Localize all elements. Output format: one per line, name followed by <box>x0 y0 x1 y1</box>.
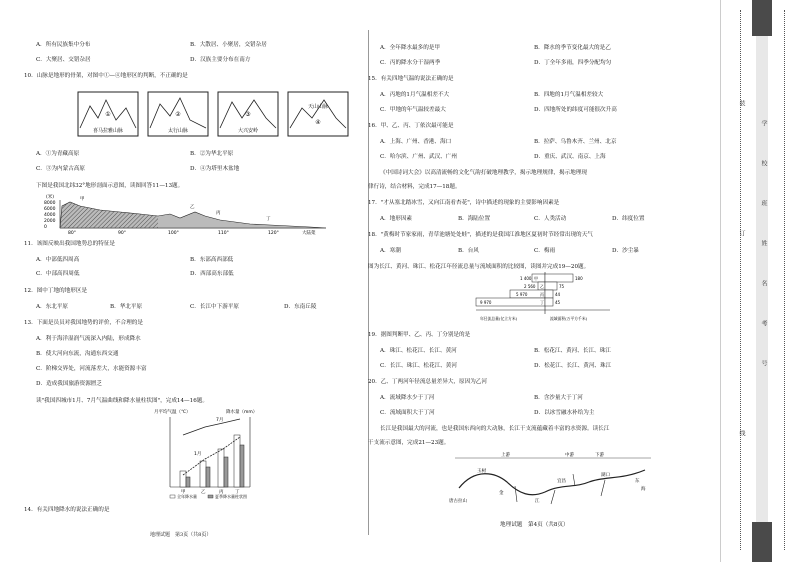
text-line-r18b: D．松花江、长江、黄河、珠江 <box>534 363 612 369</box>
sidebar-label-1: 校 <box>760 160 767 166</box>
runoff-label-0: 甲 <box>534 276 538 281</box>
text-line-l10: 12．图中丁地的地形区是 <box>24 288 88 294</box>
text-line-r8: C．哈尔滨、广州、武汉、广州 <box>380 154 457 160</box>
page-divider <box>368 30 369 535</box>
text-line-l2: C．大聚居、交错杂居 <box>36 57 91 63</box>
runoff-right-3: 45 <box>555 300 561 305</box>
text-line-r20: A．流域降水少于丁河 <box>380 395 435 401</box>
text-line-l11b: B．华北平原 <box>110 304 143 310</box>
curve-jan <box>183 437 240 475</box>
fig10-label-2: 太行山脉 <box>167 128 189 134</box>
text-line-l12: 13．下面是员员对我国地势的评价，不合理的是 <box>24 320 143 326</box>
sidebar-mark-0: 装 <box>738 100 745 106</box>
text-line-r16: 19．据图判断甲、乙、丙、丁分别是的是 <box>368 332 471 338</box>
text-line-r4b: B．四地的1月气温相差较大 <box>534 92 604 98</box>
text-line-l6: 下图是我国北纬32°地形剖面示意图，读图回答11—13题。 <box>36 183 184 189</box>
runoff-left-2: 2 560 <box>524 284 536 289</box>
yangtze-lower: 下游 <box>595 453 604 458</box>
fig10-num-4: ④ <box>315 119 321 126</box>
text-line-l5: C．③为内蒙古高原 <box>36 166 86 172</box>
yangtze-tanggula: 唐古拉山 <box>449 499 467 504</box>
yangtze-jin: 金 <box>499 491 504 496</box>
text-line-l11d: D．东南丘陵 <box>284 304 317 310</box>
yangtze-hai: 海 <box>641 487 646 492</box>
text-line-r12b: B．海陆位置 <box>458 216 491 222</box>
profile-label-jia: 甲 <box>80 197 85 202</box>
text-line-r19: 20．乙、丁两河年径流总量差异大，原因为乙河 <box>368 379 487 385</box>
curve-label-jan: 1月 <box>194 452 202 457</box>
yangtze-jiang: 江 <box>535 499 540 504</box>
text-line-l5b: D．④为塔里木盆地 <box>190 166 240 172</box>
text-line-r21b: D．以冰雪融水补给为主 <box>534 410 595 416</box>
runoff-label-1: 乙 <box>540 284 544 289</box>
text-line-r4: A．丙地的1月气温相差不大 <box>380 92 450 98</box>
runoff-left-1: 5 970 <box>516 292 528 297</box>
sidebar-label-5: 考 <box>760 320 767 326</box>
profile-ytick-2: 4000 <box>44 213 56 218</box>
profile-label-ding: 丁 <box>266 217 271 222</box>
fig10-label-4: 天山山脉 <box>307 104 329 110</box>
curve-july <box>183 419 240 435</box>
sidebar-mark-1: 订 <box>738 230 745 236</box>
text-line-r8b: D．重庆、武汉、南京、上海 <box>534 154 606 160</box>
sidebar-strip <box>756 36 768 522</box>
yangtze-hukou: 湖口 <box>601 473 610 478</box>
sidebar-bottom-bar <box>752 522 772 562</box>
profile-unit: (米) <box>46 195 55 200</box>
profile-label-bing: 丙 <box>216 211 221 216</box>
climate-bars <box>180 435 244 487</box>
runoff-left-3: 1 400 <box>520 276 532 281</box>
text-line-r14c: C．梅雨 <box>534 248 556 254</box>
yangtze-dong: 东 <box>635 479 640 484</box>
mountain-box-1 <box>78 92 138 136</box>
curve-label-july: 7月 <box>216 418 224 423</box>
climate-x-1: 乙 <box>201 490 206 495</box>
climate-x-3: 丁 <box>235 490 240 495</box>
runoff-caption-left: 年径流总量(亿立方米) <box>480 316 518 321</box>
cut-line-1 <box>740 10 741 550</box>
text-line-r24: 地理试题 第4页（共8页） <box>500 522 569 528</box>
runoff-label-2: 丙 <box>540 292 544 297</box>
text-line-l4b: B．②为华北平原 <box>190 151 234 157</box>
yangtze-middle: 中游 <box>565 453 574 458</box>
text-line-l9: C．中部高四周低 <box>36 271 80 277</box>
text-line-r6: 16．甲、乙、丙、丁依次最可能是 <box>368 123 454 129</box>
text-line-l2b: D．汉族主要分布在南方 <box>190 57 251 63</box>
text-line-l8b: B．东部高西部低 <box>190 257 234 263</box>
text-line-l7: 11．该图反映出我国地势总的特征是 <box>24 241 116 247</box>
sidebar-label-4: 名 <box>760 280 767 286</box>
text-line-r11: 17．"才从塞北踏冰雪，又向江南看杏花"，诗中描述的现象的主要影响因素是 <box>368 200 560 206</box>
fig10-num-1: ① <box>105 111 111 118</box>
cut-line-2 <box>784 10 785 550</box>
profile-ytick-0: 8000 <box>44 201 56 206</box>
climate-legend-1: 夏季降水量柱状图 <box>215 494 247 499</box>
text-line-r14d: D．沙尘暴 <box>612 248 639 254</box>
runoff-label-3: 丁 <box>540 300 544 305</box>
profile-xtick-2: 100° <box>168 231 179 236</box>
yangtze-upper: 上游 <box>501 453 510 458</box>
text-line-l16: D．造成我国旅游资源匮乏 <box>36 381 103 387</box>
text-line-l14: B．使大河向东流，沟通东西交通 <box>36 351 119 357</box>
text-line-l13: A．利于海洋湿润气流深入内陆，形成降水 <box>36 336 141 342</box>
profile-xtick-3: 110° <box>218 231 229 236</box>
text-line-r7: A．上海、广州、香港、海口 <box>380 139 452 145</box>
runoff-right-2: 44 <box>555 292 561 297</box>
runoff-caption-right: 流域面积(万平方千米) <box>550 316 588 321</box>
text-line-r13: 18．"黄梅时节家家雨，青草池塘处处蛙"，描述的是我国江淮地区夏初时节经常出现的天气 <box>368 232 593 238</box>
profile-label-yi: 乙 <box>190 205 195 210</box>
text-line-r2b: D．丁全年多雨，四季分配均匀 <box>534 60 612 66</box>
mountain-box-4 <box>288 92 348 136</box>
yangtze-map <box>445 448 655 510</box>
profile-label-shelf: 大陆架 <box>302 231 316 236</box>
yangtze-yushu: 玉树 <box>477 469 486 474</box>
text-line-r20b: B．含沙量大于丁河 <box>534 395 583 401</box>
text-line-r14b: B．台风 <box>458 248 479 254</box>
text-line-r2: C．丙的降水分干湿两季 <box>380 60 441 66</box>
profile-ytick-3: 2000 <box>44 219 56 224</box>
mountain-box-3 <box>218 92 278 136</box>
text-line-r18: C．长江、珠江、松花江、黄河 <box>380 363 457 369</box>
climate-x-0: 甲 <box>181 490 186 495</box>
text-line-l15: C．阶梯交界处，河流落差大，水能资源丰富 <box>36 366 147 372</box>
text-line-l1: A．所有民族集中分布 <box>36 42 91 48</box>
text-line-l1b: B．大散居、小聚居，交错杂居 <box>190 42 267 48</box>
text-line-l8: A．中部低四周高 <box>36 257 80 263</box>
text-line-l18: 14．有关四地降水的说法正确的是 <box>24 507 110 513</box>
profile-xtick-0: 80° <box>68 231 76 236</box>
climate-x-2: 丙 <box>219 490 224 495</box>
fig10-label-1: 喜马拉雅山脉 <box>92 128 124 134</box>
text-line-r21: C．流域面积大于丁河 <box>380 410 435 416</box>
text-line-l11c: C．长江中下游平原 <box>190 304 240 310</box>
text-line-l9b: D．西部高东部低 <box>190 271 234 277</box>
text-line-l17: 读"我国四城市1月、7月气温曲线和降水量柱状图"，完成14—16题。 <box>36 398 208 404</box>
text-line-r22: 长江是我国最大的河流，也是我国东西向的大动脉，长江干支流蕴藏着丰富的水资源。读长江 <box>380 426 610 432</box>
runoff-left-0: 9 970 <box>480 300 492 305</box>
runoff-right-0: 180 <box>575 276 583 281</box>
mountain-box-2 <box>148 92 208 136</box>
sidebar-top-bar <box>752 0 772 36</box>
text-line-r12d: D．纬度位置 <box>612 216 645 222</box>
terrain-profile <box>40 192 330 236</box>
text-line-r23: 干支流示意图，完成21—23题。 <box>368 440 450 446</box>
climate-title-left: 月平均气温（℃） <box>154 410 191 415</box>
text-line-l3: 10．山脉是地形的骨架，对图中①—④地形区的判断，不正确的是 <box>24 73 188 79</box>
sidebar-label-2: 班 <box>760 200 767 206</box>
text-line-r10: 律行诗，结合材料，完成17—18题。 <box>368 184 461 190</box>
climate-legend-0: 全年降水量 <box>177 494 197 499</box>
sidebar-label-0: 学 <box>760 120 767 126</box>
profile-ytick-1: 6000 <box>44 207 56 212</box>
text-line-r5b: D．四地所处的纬度可能很次升高 <box>534 107 617 113</box>
text-line-r12c: C．人类活动 <box>534 216 567 222</box>
text-line-r7b: B．拉萨、乌鲁木齐、兰州、北京 <box>534 139 617 145</box>
text-line-r12: A．地形因素 <box>380 216 413 222</box>
text-line-r3: 15．有关四地气温的说法正确的是 <box>368 76 454 82</box>
text-line-r5: C．甲地的年气温较差最大 <box>380 107 446 113</box>
fig10-num-3: ③ <box>245 111 251 118</box>
mountain-figure <box>76 88 356 140</box>
sidebar-label-6: 号 <box>760 360 767 366</box>
climate-chart <box>150 405 270 500</box>
fig10-label-3: 大兴安岭 <box>237 128 259 134</box>
left-footer: 地理试题 第3页（共8页） <box>150 532 212 538</box>
text-line-l11: A．东北平原 <box>36 304 69 310</box>
text-line-r17b: B．松花江、黄河、长江、珠江 <box>534 348 611 354</box>
climate-title-right: 降水量（mm） <box>226 410 258 415</box>
fig10-num-2: ② <box>175 111 181 118</box>
text-line-l4: A．①为青藏高原 <box>36 151 80 157</box>
yangtze-yichang: 宜昌 <box>557 479 566 484</box>
text-line-r17: A．珠江、松花江、长江、黄河 <box>380 348 457 354</box>
text-line-r15: 图为长江、黄河、珠江、松花江年径流总量与流域面积的比较图，读图并完成19—20题。 <box>368 264 590 270</box>
text-line-r9: 《中国诗词大会》以高清流畅的文化气韵打破地理教学，揭示地理规律，揭示地理现 <box>380 170 587 176</box>
runoff-chart <box>470 270 620 326</box>
profile-xtick-4: 120° <box>268 231 279 236</box>
runoff-right-1: 75 <box>559 284 565 289</box>
profile-ytick-4: 0 <box>44 225 47 230</box>
text-line-r1b: B．降水的季节变化最大的是乙 <box>534 45 611 51</box>
sidebar-mark-2: 线 <box>738 430 745 436</box>
text-line-r14: A．寒潮 <box>380 248 401 254</box>
sidebar-label-3: 姓 <box>760 240 767 246</box>
profile-xtick-1: 90° <box>118 231 126 236</box>
text-line-r1: A．全年降水最多的是甲 <box>380 45 440 51</box>
